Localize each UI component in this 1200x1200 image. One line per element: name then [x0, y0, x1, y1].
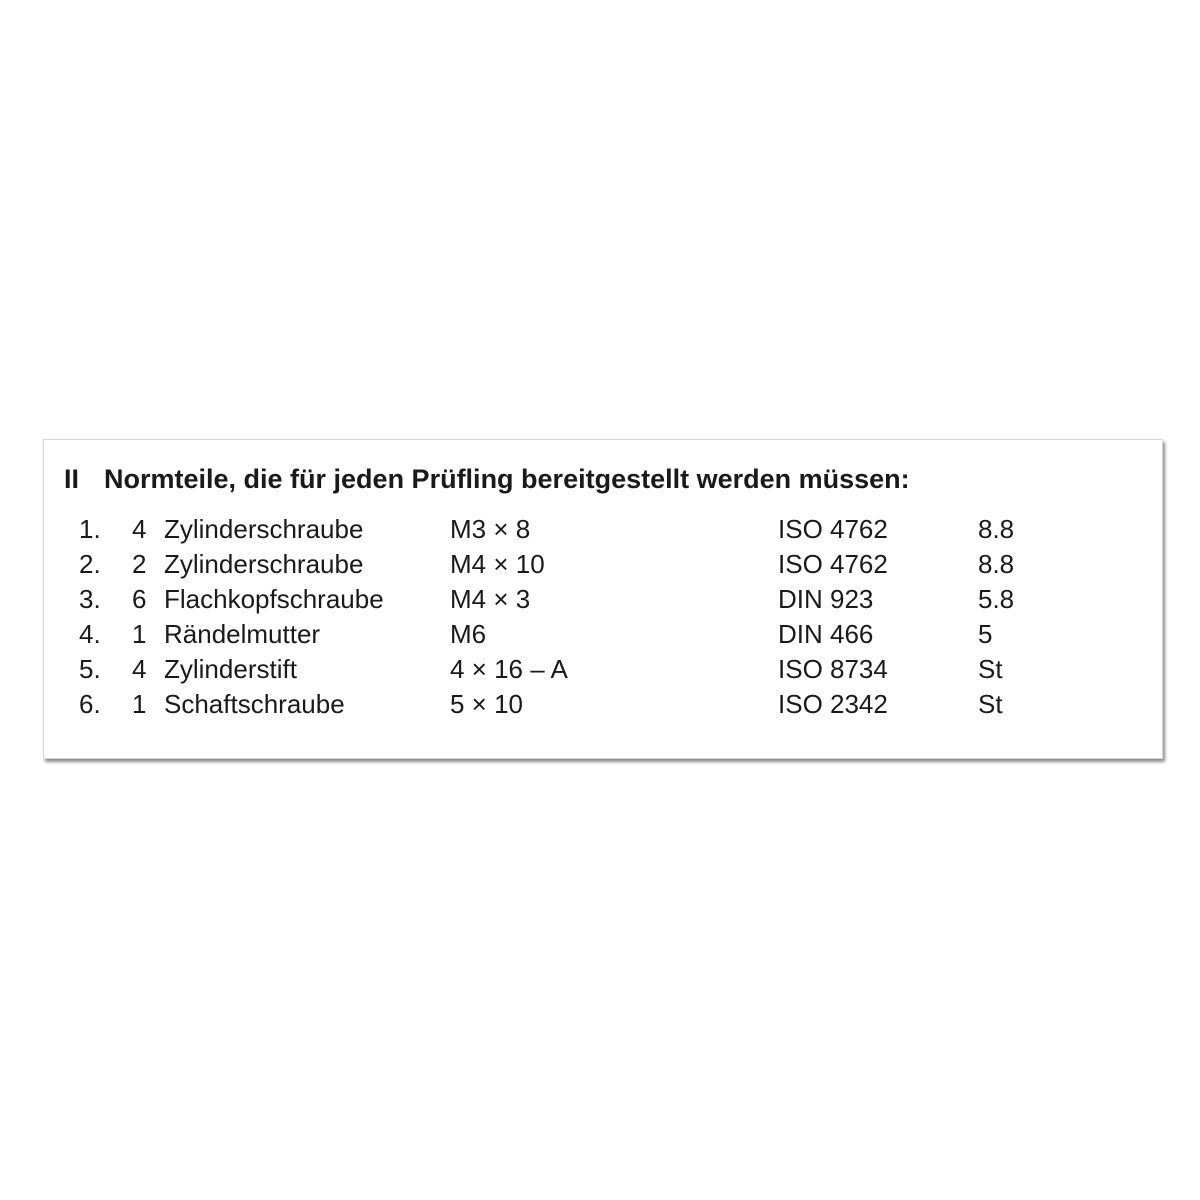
item-name: Zylinderstift — [164, 654, 297, 684]
section-heading — [64, 462, 910, 496]
item-grade: 5.8 — [978, 584, 1015, 614]
item-name: Zylinderschraube — [164, 514, 364, 544]
item-size: 4 × 16 – A — [450, 654, 568, 684]
item-size: M4 × 10 — [450, 549, 545, 579]
item-grade: St — [978, 689, 1003, 719]
item-grade: 8.8 — [978, 514, 1015, 544]
item-name: Zylinderschraube — [164, 549, 364, 579]
item-quantity: 6 — [132, 584, 147, 614]
item-grade: 8.8 — [978, 549, 1015, 579]
item-standard: ISO 2342 — [778, 689, 888, 719]
list-item — [44, 687, 1162, 722]
item-grade: 5 — [978, 619, 993, 649]
item-quantity: 1 — [132, 689, 147, 719]
item-grade: St — [978, 654, 1003, 684]
item-name: Flachkopfschraube — [164, 584, 384, 614]
parts-list-card — [43, 439, 1163, 759]
item-size: M6 — [450, 619, 487, 649]
item-standard: ISO 4762 — [778, 549, 888, 579]
item-standard: DIN 923 — [778, 584, 874, 614]
item-index: 3. — [79, 584, 101, 614]
item-index: 5. — [79, 654, 101, 684]
list-item — [44, 617, 1162, 652]
item-index: 1. — [79, 514, 101, 544]
list-item — [44, 547, 1162, 582]
item-index: 4. — [79, 619, 101, 649]
item-quantity: 1 — [132, 619, 147, 649]
parts-list — [44, 512, 1162, 722]
item-index: 6. — [79, 689, 101, 719]
item-size: 5 × 10 — [450, 689, 524, 719]
list-item — [44, 582, 1162, 617]
item-size: M4 × 3 — [450, 584, 531, 614]
item-quantity: 4 — [132, 514, 147, 544]
section-title: Normteile, die für jeden Prüfling bereitgestellt werden müssen: — [104, 464, 910, 494]
item-standard: ISO 8734 — [778, 654, 888, 684]
item-index: 2. — [79, 549, 101, 579]
item-name: Rändelmutter — [164, 619, 321, 649]
item-standard: ISO 4762 — [778, 514, 888, 544]
list-item — [44, 512, 1162, 547]
item-size: M3 × 8 — [450, 514, 531, 544]
item-quantity: 2 — [132, 549, 147, 579]
item-quantity: 4 — [132, 654, 147, 684]
item-name: Schaftschraube — [164, 689, 345, 719]
item-standard: DIN 466 — [778, 619, 874, 649]
list-item — [44, 652, 1162, 687]
section-number: II — [64, 464, 80, 494]
